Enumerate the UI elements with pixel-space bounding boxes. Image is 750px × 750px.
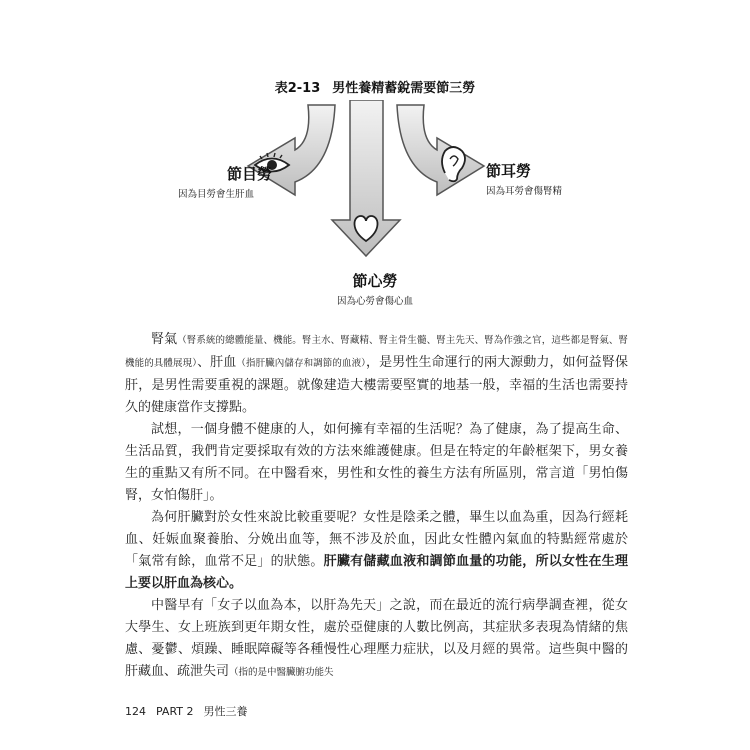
page-footer: [125, 703, 258, 719]
p4-text: 中醫早有「女子以血為本，以肝為先天」之說，而在最近的流行病學調查裡，從女大學生、女上班族到更年期女性，處於亞健康的人數比例高，其症狀多表現為情緒的焦慮、憂鬱、煩躁、睡眠障礙等各種慢性心理壓力症狀，以及月經的異常。這些與中醫的肝藏血、疏泄失司: [125, 598, 628, 679]
ear-rest-title: 節耳勞: [486, 162, 532, 180]
caption-number: 表2-13: [274, 81, 321, 96]
eye-rest-subtitle: 因為目勞會生肝血: [177, 189, 254, 200]
paragraph-3: [125, 507, 628, 595]
heart-rest-subtitle: 因為心勞會傷心血: [336, 296, 413, 307]
p1-note-2: （指肝臟內儲存和調節的血液）: [236, 358, 367, 369]
part-label: PART 2: [156, 705, 194, 718]
p1-note-1: （腎系統的總體能量、機能。腎主水、腎藏精、腎主骨生髓、腎主先天、腎為作強之官，這些都是腎氣、腎機能的具體展現）: [125, 335, 628, 369]
figure-caption: [0, 77, 750, 96]
label-eye-rest: [152, 163, 272, 200]
paragraph-2: 試想，一個身體不健康的人，如何擁有幸福的生活呢？為了健康，為了提高生命、生活品質，我們肯定要採取有效的方法來維護健康。但是在特定的年齡框架下，男女養生的重點又有所不同。在中醫看來，男性和女性的養生方法有所區別，常言道「男怕傷腎，女怕傷肝」。: [125, 422, 628, 503]
p1-text-b: 、肝血: [197, 355, 237, 370]
three-arrows-diagram: [240, 100, 510, 265]
paragraph-4: [125, 595, 628, 684]
page-number: 124: [125, 705, 146, 718]
right-arrow: [397, 105, 484, 195]
p1-text-c: ，是男性生命運行的兩大源動力，如何益腎保肝，是男性需要重視的課題。就像建造大樓需要堅實的地基一般，幸福的生活也需要持久的健康當作支撐點。: [125, 355, 628, 415]
p3-text: 為何肝臟對於女性來說比較重要呢？女性是陰柔之體，畢生以血為重，因為行經耗血、妊娠血聚養胎、分娩出血等，無不涉及於血，因此女性體內氣血的特點經常處於「氣常有餘，血常不足」的狀態。: [125, 510, 628, 569]
caption-title: 男性養精蓄銳需要節三勞: [332, 81, 476, 96]
label-ear-rest: [486, 160, 616, 197]
heart-rest-title: 節心勞: [352, 272, 398, 290]
p1-text-a: 腎氣: [151, 332, 178, 347]
ear-rest-subtitle: 因為耳勞會傷腎精: [486, 186, 563, 197]
p4-note: （指的是中醫臟腑功能失: [229, 667, 334, 678]
paragraph-1: [125, 329, 628, 419]
p3-bold-text: 肝臟有儲藏血液和調節血量的功能，所以女性在生理上要以肝血為核心。: [125, 554, 628, 591]
label-heart-rest: [300, 270, 450, 307]
body-text: [125, 329, 628, 684]
section-label: 男性三養: [203, 705, 248, 718]
eye-rest-title: 節目勞: [226, 165, 272, 183]
